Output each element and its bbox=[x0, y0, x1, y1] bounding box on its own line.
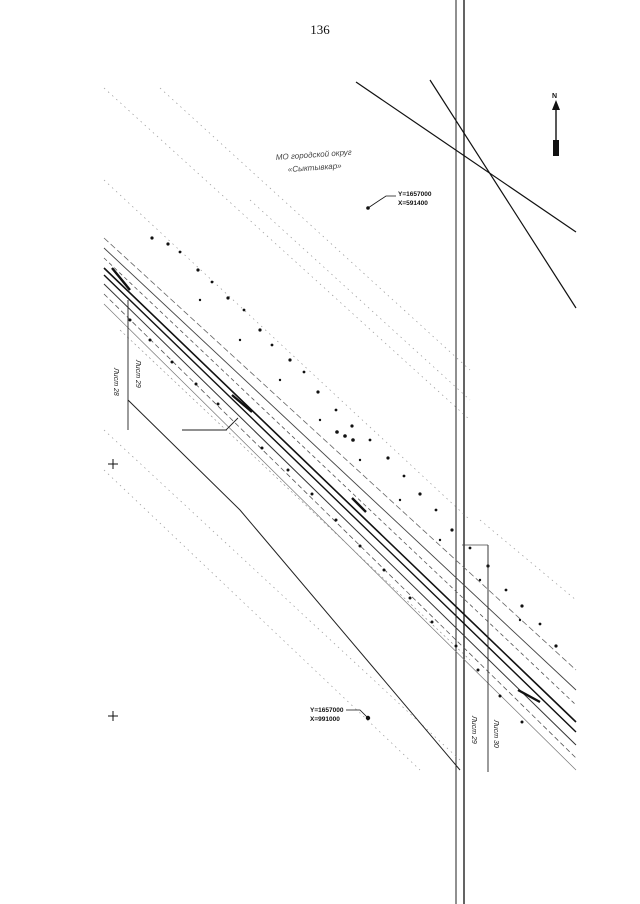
coord-top-leader bbox=[368, 196, 396, 208]
coord-bottom-point-icon bbox=[366, 716, 370, 720]
district-sublabel: «Сыктывкар» bbox=[287, 161, 342, 174]
coord-bottom-leader bbox=[346, 710, 368, 718]
coord-bottom-y: Y=1657000 bbox=[310, 707, 344, 714]
culvert-marks bbox=[112, 268, 540, 702]
coord-top-y: Y=1657000 bbox=[398, 191, 432, 198]
railway-line-2 bbox=[430, 80, 576, 308]
dotted-boundaries bbox=[104, 88, 576, 770]
sheet-label-left-top: Лист 29 bbox=[134, 360, 141, 388]
north-arrow-icon bbox=[552, 100, 560, 156]
grid-cross-icon bbox=[108, 459, 118, 721]
sheet-label-right-top: Лист 30 bbox=[492, 720, 499, 748]
north-label: N bbox=[552, 93, 558, 100]
district-label: МО городской округ bbox=[275, 147, 352, 162]
railway-line-1 bbox=[356, 82, 576, 232]
territory-border bbox=[128, 400, 460, 770]
sheet-label-right-bottom: Лист 29 bbox=[470, 716, 477, 744]
survey-points bbox=[129, 236, 558, 723]
sheet-label-left-bottom: Лист 28 bbox=[112, 368, 119, 396]
coord-top-point-icon bbox=[366, 206, 370, 210]
coord-top-x: X=591400 bbox=[398, 200, 428, 207]
coord-bottom-x: X=991000 bbox=[310, 716, 340, 723]
road-corridor bbox=[104, 238, 576, 770]
page-number: 136 bbox=[310, 22, 330, 37]
